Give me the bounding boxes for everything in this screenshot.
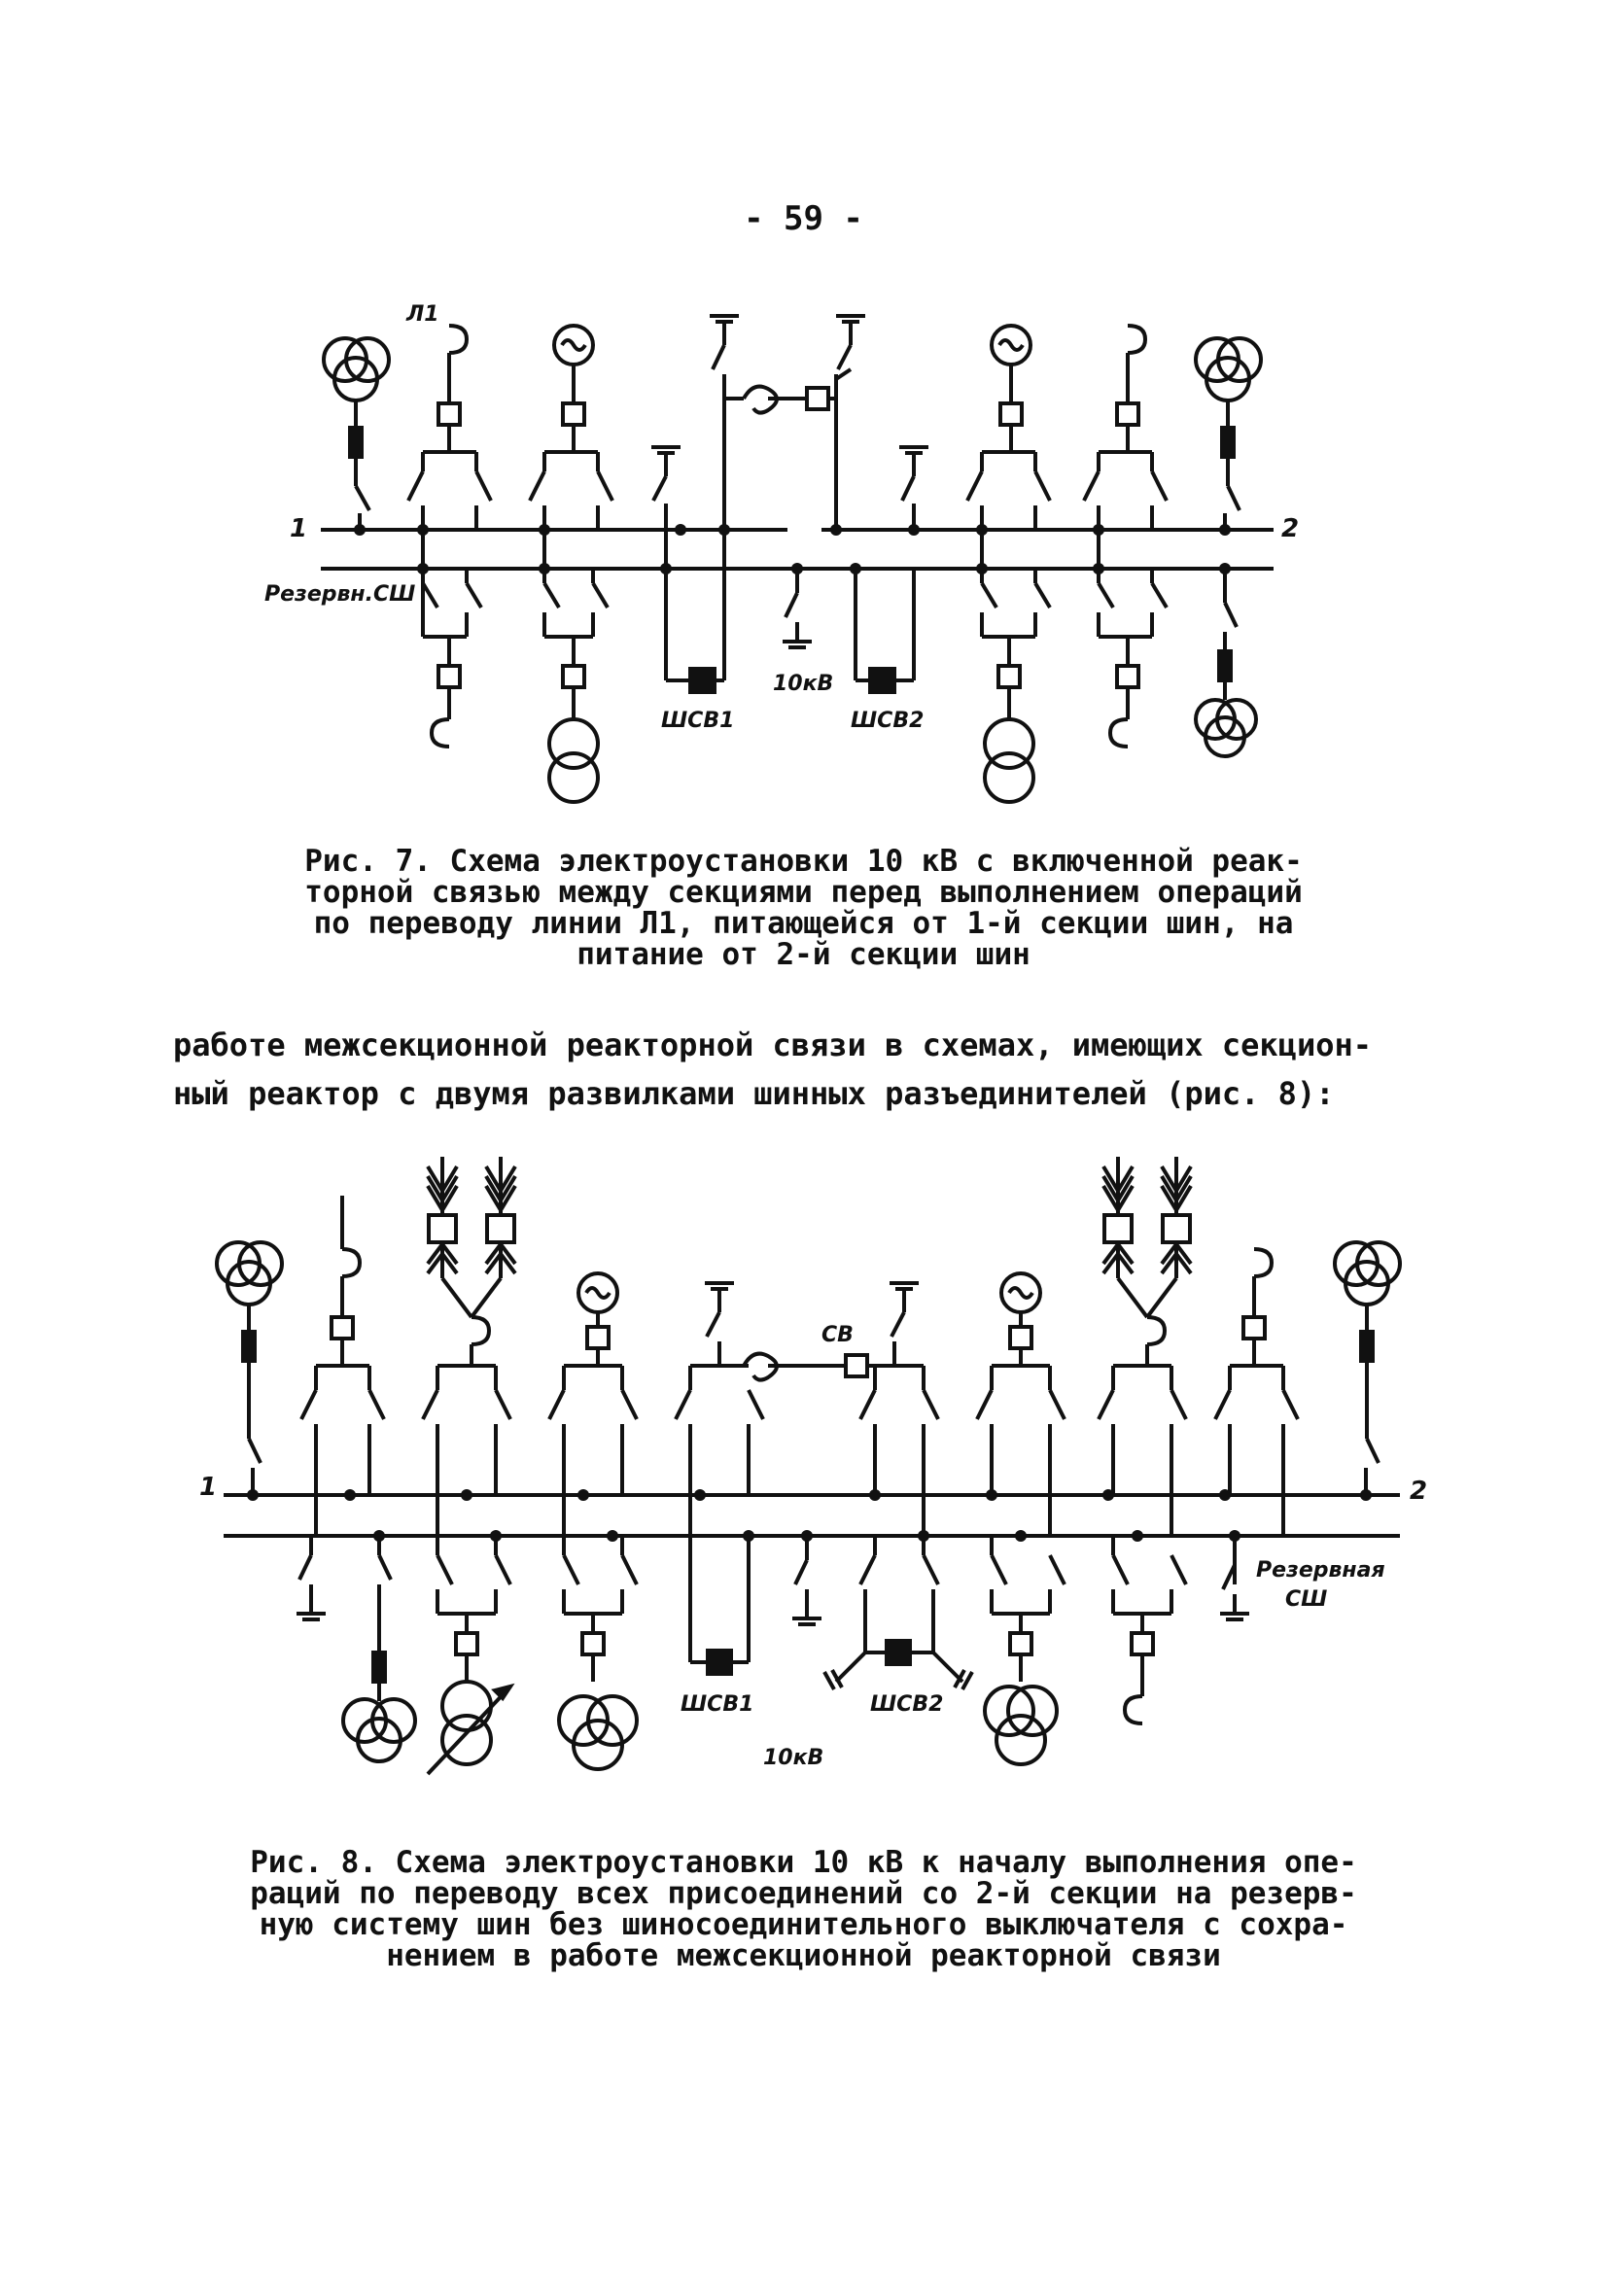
body-line: работе межсекционной реакторной связи в схемах, имеющих секцион-	[173, 1026, 1372, 1063]
body-line: ный реактор с двумя развилками шинных разъединителей (рис. 8):	[173, 1075, 1335, 1112]
transformer-feeder-left	[324, 338, 389, 530]
transformer-feeder-left	[217, 1242, 282, 1495]
figure-7-diagram	[0, 292, 1607, 836]
transformer-feeder-lower-1	[343, 1536, 415, 1761]
figure-8-diagram	[0, 1157, 1607, 1837]
reserve-bus-label: Резервн.СШ	[264, 582, 416, 607]
bus-1-label: 1	[290, 514, 308, 543]
reserve-bus-label-2: СШ	[1285, 1587, 1328, 1612]
regulating-transformer-feeder	[428, 1536, 510, 1774]
upper-feeder-bay	[301, 1196, 384, 1536]
caption-line: по переводу линии Л1, питающейся от 1-й секции шин, на	[313, 906, 1294, 941]
transformer-feeder-right	[1196, 338, 1261, 530]
caption-line: Рис. 8. Схема электроустановки 10 кВ к началу выполнения опе-	[250, 1845, 1357, 1880]
transformer-feeder-right	[1335, 1242, 1400, 1495]
line-feeder-lower-left	[423, 569, 481, 747]
bus-coupler-SV2	[856, 569, 914, 692]
earth-switch-lower-left	[297, 1536, 326, 1619]
transformer-feeder-lower-3	[985, 1536, 1065, 1764]
earth-switch-lower-right	[1220, 1536, 1249, 1619]
body-paragraph	[173, 1021, 1456, 1118]
section-reactor-SV	[676, 1283, 938, 1536]
bus-coupler-SV2	[824, 1536, 972, 1689]
figure-7-caption	[0, 846, 1607, 970]
bus-junction-dots	[247, 1489, 1372, 1542]
line-feeder-lower-right	[1113, 1536, 1186, 1723]
caption-line: раций по переводу всех присоединений со 2-й секции на резерв-	[250, 1876, 1357, 1911]
earth-switch-lower-center	[792, 1536, 821, 1624]
bus-1-label: 1	[199, 1473, 218, 1502]
caption-line: Рис. 7. Схема электроустановки 10 кВ с включенной реак-	[304, 844, 1303, 879]
transformer-feeder-lower-far-right	[1196, 569, 1256, 756]
caption-line: ную систему шин без шиносоединительного выключателя с сохра-	[259, 1907, 1348, 1942]
figure-8-caption	[0, 1847, 1607, 1971]
double-line-feeder-left	[423, 1157, 515, 1536]
bus-coupler-SV1	[666, 569, 724, 692]
earth-switch-1	[651, 447, 681, 569]
voltage-label: 10кВ	[773, 672, 834, 696]
caption-line: торной связью между секциями перед выполнением операций	[304, 875, 1303, 910]
sv2-label: ШСВ2	[870, 1692, 944, 1717]
double-line-feeder-right	[1099, 1157, 1191, 1536]
bus-coupler-SV1	[690, 1536, 749, 1674]
earth-switch-2	[899, 447, 928, 530]
earth-switch-lower	[783, 569, 812, 647]
bus-2-label: 2	[1281, 514, 1300, 543]
transformer-feeder-lower-right	[982, 569, 1050, 802]
sv1-label: ШСВ1	[681, 1692, 754, 1717]
page-number: - 59 -	[744, 199, 863, 238]
line-feeder-lower-right	[1099, 569, 1167, 747]
caption-line: нением в работе межсекционной реакторной связи	[386, 1938, 1221, 1973]
caption-line: питание от 2-й секции шин	[576, 937, 1031, 972]
line-L1-label: Л1	[406, 302, 439, 327]
sv1-label: ШСВ1	[661, 709, 735, 733]
sv-label: СВ	[821, 1323, 854, 1347]
transformer-feeder-lower-2	[559, 1536, 637, 1769]
voltage-label: 10кВ	[763, 1746, 824, 1770]
reserve-bus-label-1: Резервная	[1256, 1558, 1385, 1583]
bus-2-label: 2	[1410, 1477, 1428, 1506]
transformer-feeder-lower-left	[544, 569, 608, 802]
sv2-label: ШСВ2	[851, 709, 925, 733]
